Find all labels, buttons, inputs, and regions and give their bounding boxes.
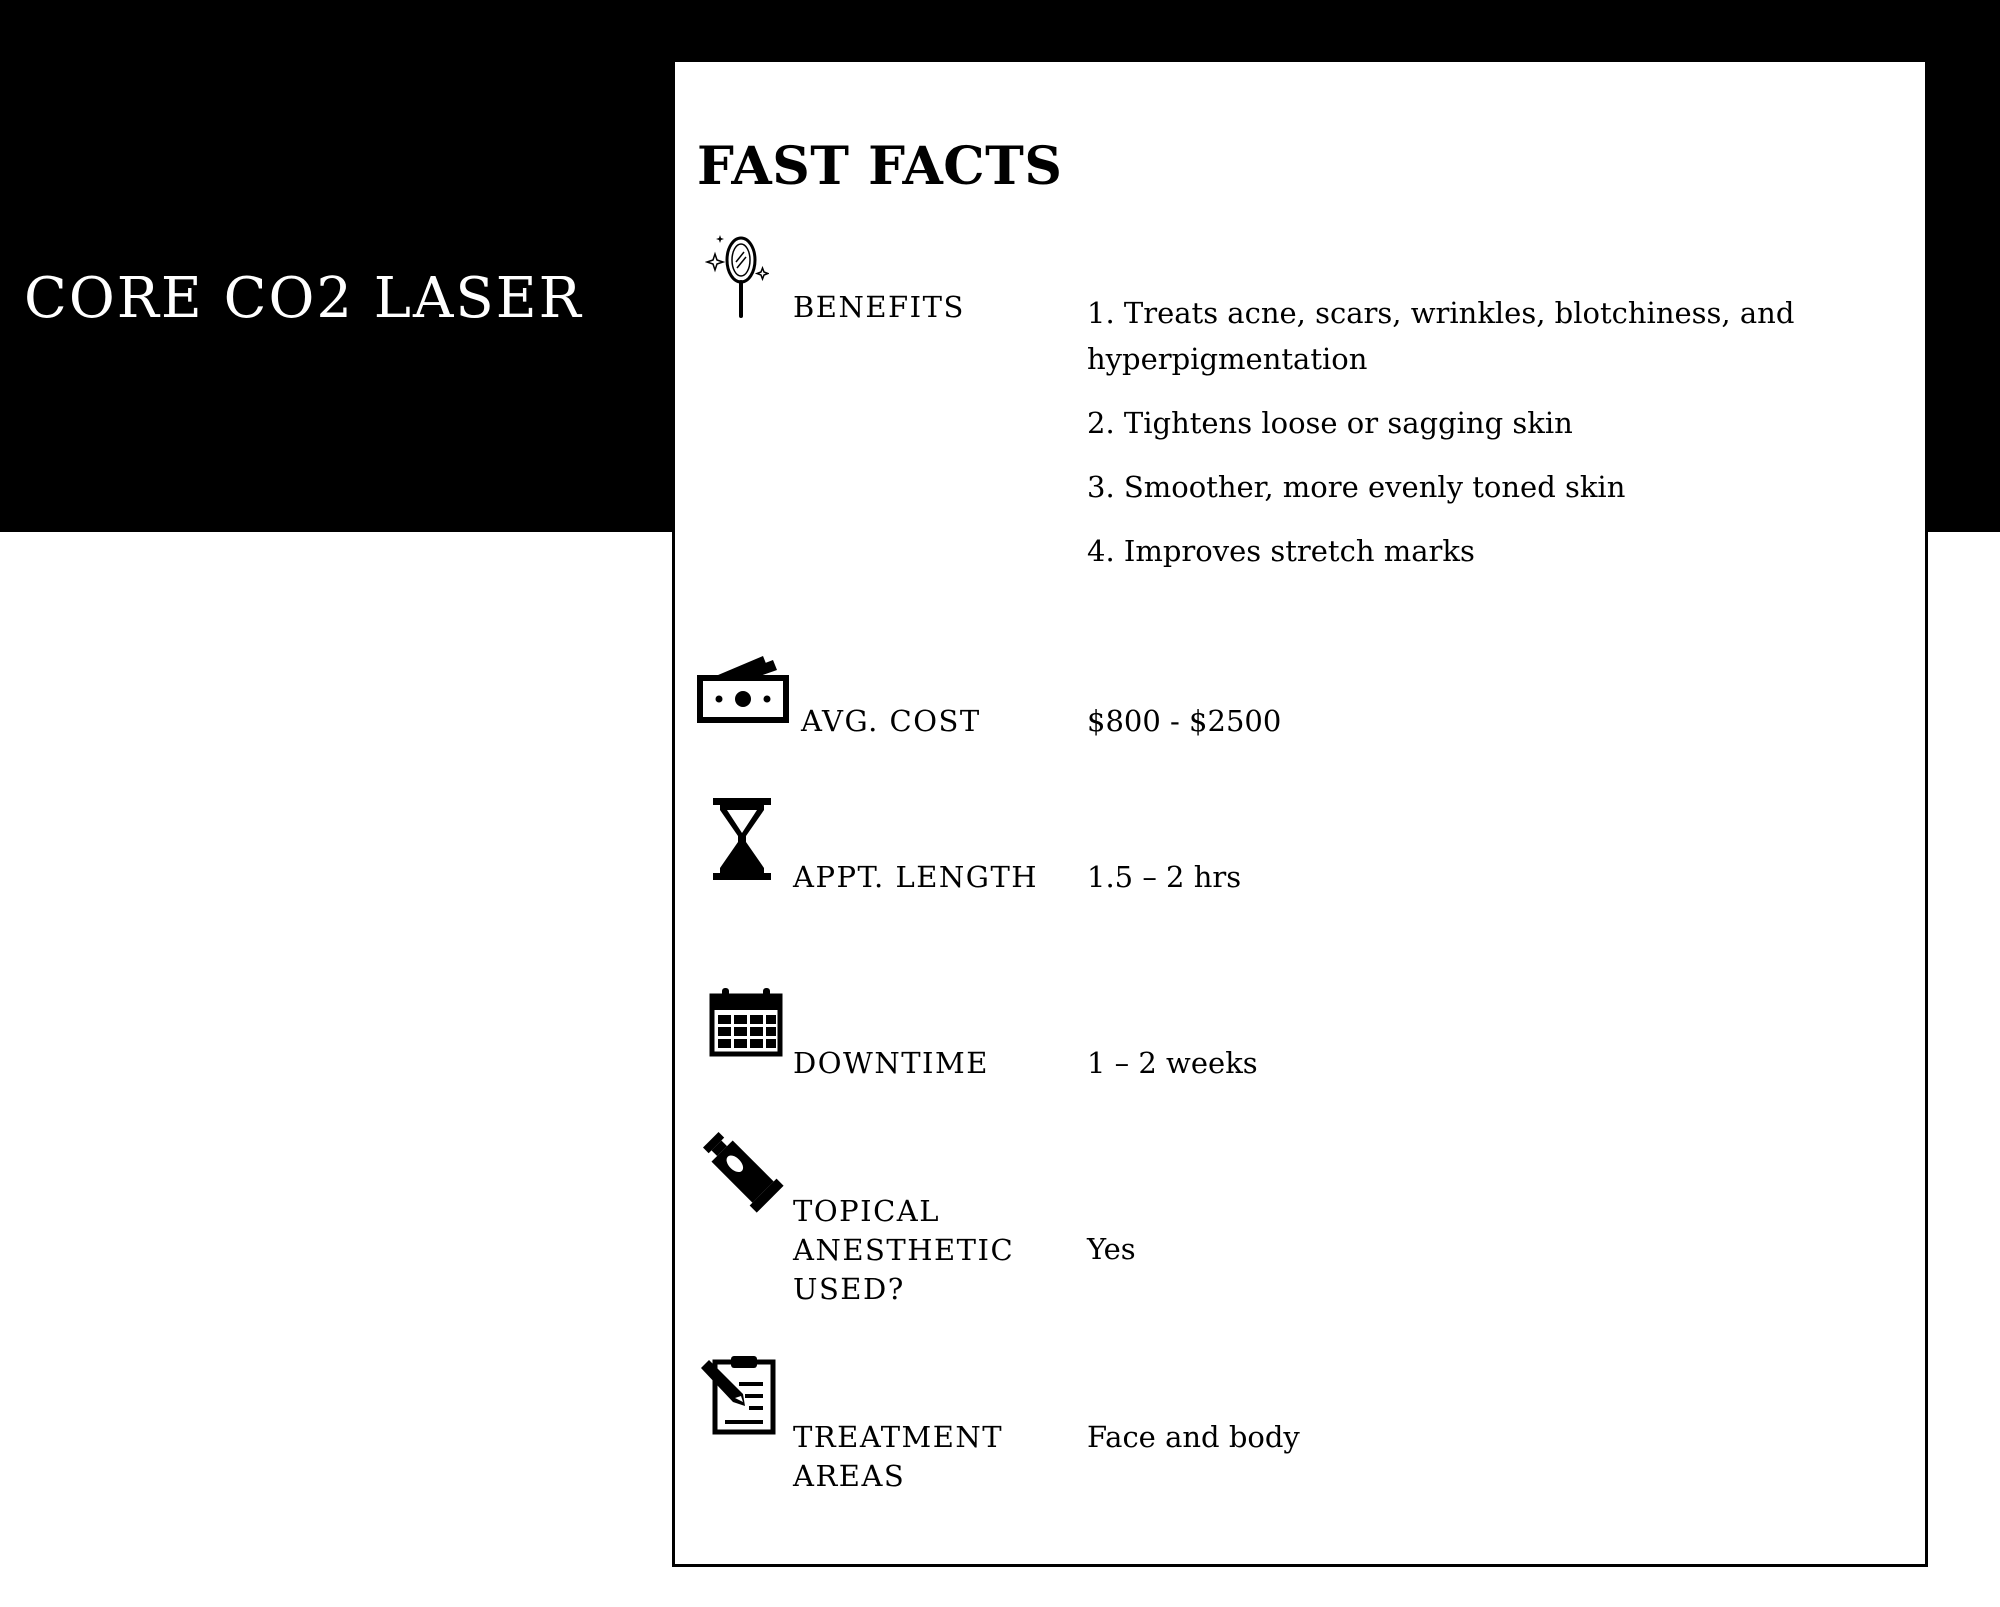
list-item: 1. Treats acne, scars, wrinkles, blotchiness, and hyperpigmentation bbox=[1087, 296, 1795, 376]
ointment-tube-icon bbox=[701, 1128, 787, 1218]
list-item: 4. Improves stretch marks bbox=[1087, 534, 1475, 568]
page-title: CORE CO2 LASER bbox=[24, 266, 583, 331]
topical-anesthetic-label: TOPICAL ANESTHETIC USED? bbox=[793, 1194, 1015, 1306]
appt-length-label: APPT. LENGTH bbox=[793, 860, 1039, 894]
downtime-value: 1 – 2 weeks bbox=[1087, 1046, 1258, 1080]
list-item: 3. Smoother, more evenly toned skin bbox=[1087, 470, 1626, 504]
fast-facts-card bbox=[672, 59, 1928, 1567]
downtime-label: DOWNTIME bbox=[793, 1046, 989, 1080]
avg-cost-value: $800 - $2500 bbox=[1087, 704, 1282, 738]
list-item: 2. Tightens loose or sagging skin bbox=[1087, 406, 1573, 440]
treatment-areas-label: TREATMENT AREAS bbox=[793, 1420, 1004, 1493]
appt-length-value: 1.5 – 2 hrs bbox=[1087, 860, 1242, 894]
benefits-label: BENEFITS bbox=[793, 290, 965, 324]
mirror-icon bbox=[705, 232, 769, 320]
hourglass-icon bbox=[711, 796, 773, 882]
clipboard-icon bbox=[699, 1354, 783, 1438]
topical-anesthetic-value: Yes bbox=[1087, 1232, 1136, 1266]
fast-facts-heading: FAST FACTS bbox=[697, 136, 1063, 197]
calendar-icon bbox=[709, 986, 783, 1058]
money-icon bbox=[697, 648, 791, 726]
treatment-areas-value: Face and body bbox=[1087, 1420, 1300, 1454]
avg-cost-label: AVG. COST bbox=[801, 704, 981, 738]
benefits-list bbox=[1087, 290, 1887, 592]
